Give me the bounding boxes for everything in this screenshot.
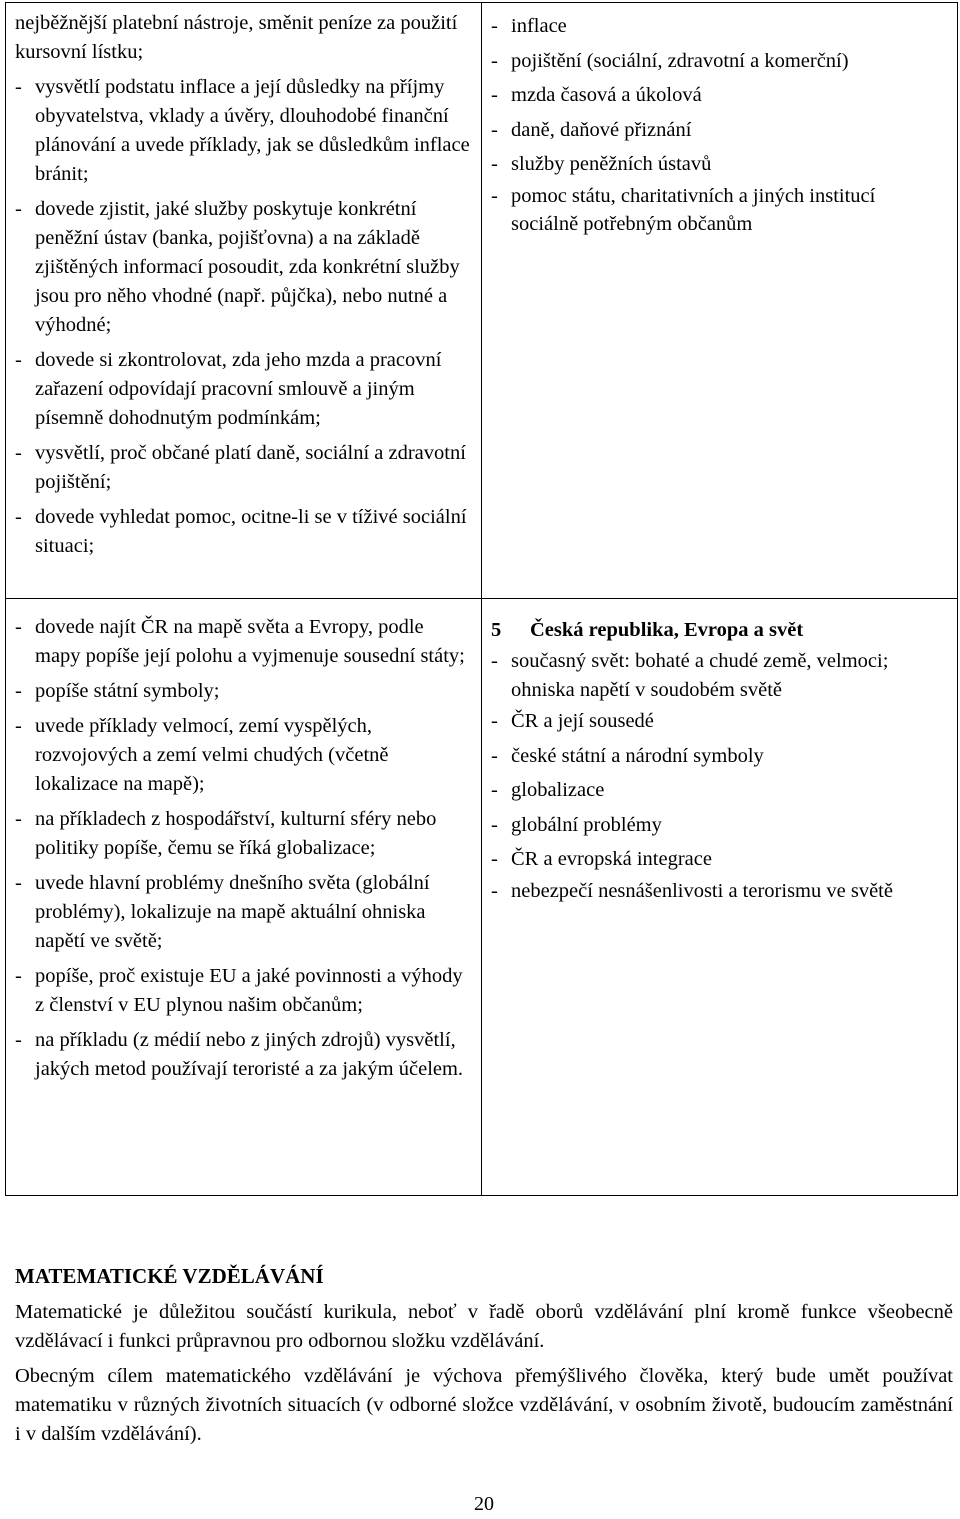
list-item: - vysvětlí, proč občané platí daně, sociální a zdravotní pojištění;: [15, 442, 466, 493]
list-item: - popíše státní symboly;: [15, 680, 220, 702]
list-item: - služby peněžních ústavů: [491, 153, 712, 175]
section-heading-math: MATEMATICKÉ VZDĚLÁVÁNÍ: [15, 1264, 324, 1288]
list-item: - české státní a národní symboly: [491, 744, 764, 767]
topics-cell: [482, 599, 958, 1196]
list-item: - uvede hlavní problémy dnešního světa (globální problémy), lokalizuje na mapě aktuální ohniska napětí ve světě;: [15, 872, 430, 952]
list-item: - dovede najít ČR na mapě světa a Evropy, podle mapy popíše její polohu a vyjmenuje sousední státy;: [15, 616, 465, 667]
list-item: - na příkladech z hospodářství, kulturní sféry nebo politiky popíše, čemu se říká globalizace;: [15, 808, 437, 859]
page-number: 20: [474, 1493, 494, 1515]
table-row: [6, 599, 958, 1196]
paragraph: Obecným cílem matematického vzdělávání je výchova přemýšlivého člověka, který bude umět používat matematiku v různých životních situacích (v odborné složce vzdělávání, v osobním životě, budoucím zaměstnání i v dalším vzdělávání).: [15, 1365, 953, 1445]
paragraph: Matematické je důležitou součástí kurikula, neboť v řadě oborů vzdělávání plní kromě funkce všeobecně vzdělávací i funkci průpravnou pro odbornou složku vzdělávání.: [15, 1301, 953, 1352]
outcomes-cell: [6, 599, 482, 1196]
curriculum-table: [5, 2, 958, 1196]
list-item: - současný svět: bohaté a chudé země, velmoci; ohniska napětí v soudobém světě: [491, 650, 889, 701]
list-item: - dovede zjistit, jaké služby poskytuje konkrétní peněžní ústav (banka, pojišťovna) a na základě zjištěných informací posoudit, zda konkrétní služby jsou pro něho vhodné (např. půjčka), nebo nutné a výhodné;: [15, 198, 460, 336]
list-item: - dovede si zkontrolovat, zda jeho mzda a pracovní zařazení odpovídají pracovní smlouvě a jiným písemně dohodnutým podmínkám;: [15, 349, 442, 429]
list-item: - uvede příklady velmocí, zemí vyspělých, rozvojových a zemí velmi chudých (včetně lokalizace na mapě);: [15, 715, 389, 795]
section-number: 5: [491, 619, 502, 641]
list-item: - ČR a její sousedé: [491, 710, 654, 732]
section-title: Česká republika, Evropa a svět: [530, 619, 804, 641]
list-item: - na příkladu (z médií nebo z jiných zdrojů) vysvětlí, jakých metod používají teroristé a za jakým účelem.: [15, 1029, 464, 1080]
section-heading: [491, 613, 947, 647]
list-item: - globální problémy: [491, 813, 662, 836]
table-row: [6, 3, 958, 599]
list-item: - nebezpečí nesnášenlivosti a terorismu ve světě: [491, 879, 893, 902]
list-item: - popíše, proč existuje EU a jaké povinnosti a výhody z členství v EU plynou našim občanům;: [15, 965, 463, 1016]
topics-cell: [482, 3, 958, 599]
list-item: - vysvětlí podstatu inflace a její důsledky na příjmy obyvatelstva, vklady a úvěry, dlouhodobé finanční plánování a uvede příklady, jak se důsledkům inflace bránit;: [15, 76, 470, 185]
list-item: - pojištění (sociální, zdravotní a komerční): [491, 49, 849, 72]
list-item: - dovede vyhledat pomoc, ocitne-li se v tíživé sociální situaci;: [15, 506, 467, 557]
list-item: - inflace: [491, 15, 567, 37]
list-item: - mzda časová a úkolová: [491, 84, 702, 106]
list-item: - pomoc státu, charitativních a jiných institucí sociálně potřebným občanům: [491, 184, 876, 235]
list-item: - globalizace: [491, 779, 605, 801]
list-item: - ČR a evropská integrace: [491, 848, 712, 870]
continued-text: nejběžnější platební nástroje, směnit peníze za použití kursovní lístku;: [15, 12, 458, 63]
list-item: - daně, daňové přiznání: [491, 118, 692, 141]
outcomes-cell: [6, 3, 482, 599]
